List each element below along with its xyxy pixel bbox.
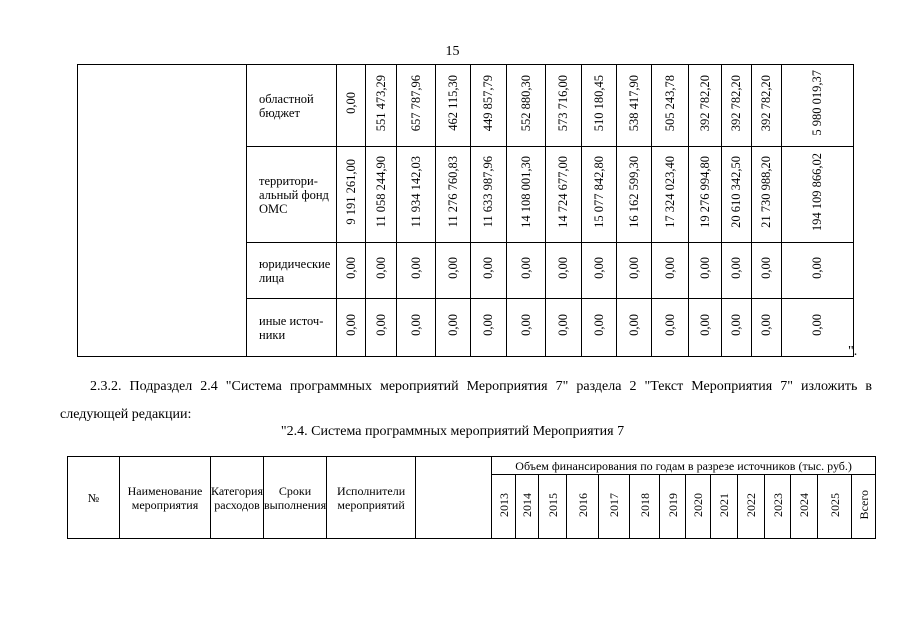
year-header	[686, 475, 711, 539]
table-row	[78, 65, 854, 147]
value-cell	[782, 147, 854, 243]
value-text: 0,00	[408, 257, 423, 279]
year-label: 2025	[827, 493, 842, 517]
value-text: 538 417,90	[626, 74, 641, 132]
year-header	[791, 475, 818, 539]
value-cell	[397, 65, 436, 147]
value-text: 0,00	[591, 314, 606, 336]
value-text: 510 180,45	[591, 74, 606, 132]
value-cell	[617, 65, 652, 147]
value-cell	[582, 147, 617, 243]
year-header	[738, 475, 765, 539]
value-text: 17 324 023,40	[662, 156, 677, 228]
year-label: 2014	[520, 493, 535, 517]
value-cell	[722, 65, 752, 147]
header-name: Наименование мероприятия	[120, 457, 211, 539]
value-text: 0,00	[591, 257, 606, 279]
year-header	[711, 475, 738, 539]
year-label: 2023	[770, 493, 785, 517]
value-text: 0,00	[697, 314, 712, 336]
value-cell	[722, 243, 752, 299]
value-cell	[752, 299, 782, 357]
value-cell	[397, 243, 436, 299]
year-label: 2022	[744, 493, 759, 517]
value-cell	[507, 243, 546, 299]
value-text: 462 115,30	[445, 75, 460, 131]
value-cell	[689, 147, 722, 243]
header-num: №	[68, 457, 120, 539]
funding-source-label: иные источ-ники	[247, 299, 337, 357]
value-text: 0,00	[556, 314, 571, 336]
value-cell	[652, 243, 689, 299]
value-text: 0,00	[662, 257, 677, 279]
value-cell	[366, 243, 397, 299]
value-text: 0,00	[445, 257, 460, 279]
value-text: 0,00	[556, 257, 571, 279]
page-number: 15	[445, 44, 460, 59]
year-header	[492, 475, 516, 539]
value-text: 0,00	[343, 257, 358, 279]
value-text: 14 724 677,00	[556, 156, 571, 228]
year-header	[599, 475, 630, 539]
value-text: 21 730 988,20	[759, 156, 774, 228]
funding-source-label: юридические лица	[247, 243, 337, 299]
value-text: 551 473,29	[373, 74, 388, 132]
value-cell	[652, 65, 689, 147]
year-label: 2013	[496, 493, 511, 517]
value-text: 0,00	[518, 314, 533, 336]
budget-sources-table	[77, 64, 854, 357]
value-cell	[507, 65, 546, 147]
value-cell	[752, 147, 782, 243]
value-text: 16 162 599,30	[626, 156, 641, 228]
value-cell	[507, 299, 546, 357]
year-header	[630, 475, 660, 539]
value-cell	[782, 299, 854, 357]
value-cell	[471, 147, 507, 243]
value-cell	[337, 147, 366, 243]
value-cell	[722, 147, 752, 243]
value-cell	[337, 299, 366, 357]
value-cell	[652, 299, 689, 357]
blank-cell	[78, 65, 247, 357]
closing-quote: ".	[848, 344, 858, 359]
value-cell	[436, 299, 471, 357]
value-text: 11 058 244,90	[373, 156, 388, 228]
value-cell	[652, 147, 689, 243]
section-heading: "2.4. Система программных мероприятий Мероприятия 7	[280, 424, 625, 439]
value-cell	[546, 243, 582, 299]
value-text: 14 108 001,30	[518, 156, 533, 228]
year-header	[539, 475, 567, 539]
value-text: 11 276 760,83	[445, 156, 460, 228]
year-label: 2017	[607, 493, 622, 517]
header-executors: Исполнители мероприятий	[327, 457, 416, 539]
year-header	[567, 475, 599, 539]
funding-source-label: областной бюджет	[247, 65, 337, 147]
value-text: 15 077 842,80	[591, 156, 606, 228]
value-text: 0,00	[343, 92, 358, 114]
value-cell	[436, 147, 471, 243]
header-funding: Объем финансирования по годам в разрезе источников (тыс. руб.)	[492, 457, 876, 475]
value-text: 0,00	[697, 257, 712, 279]
value-text: 392 782,20	[759, 74, 774, 132]
value-text: 0,00	[626, 314, 641, 336]
program-measures-table	[67, 456, 876, 539]
value-text: 657 787,96	[408, 74, 423, 132]
value-text: 0,00	[343, 314, 358, 336]
value-cell	[582, 65, 617, 147]
value-cell	[471, 65, 507, 147]
value-text: 0,00	[481, 257, 496, 279]
value-cell	[689, 65, 722, 147]
value-cell	[617, 243, 652, 299]
value-text: 0,00	[810, 314, 825, 336]
funding-source-label: территори-альный фонд ОМС	[247, 147, 337, 243]
value-text: 0,00	[729, 314, 744, 336]
value-text: 0,00	[518, 257, 533, 279]
value-cell	[337, 65, 366, 147]
value-cell	[722, 299, 752, 357]
value-cell	[689, 243, 722, 299]
value-text: 19 276 994,80	[697, 156, 712, 228]
year-label: 2015	[545, 493, 560, 517]
year-label: 2019	[665, 493, 680, 517]
value-cell	[366, 147, 397, 243]
value-text: 0,00	[759, 314, 774, 336]
value-cell	[366, 65, 397, 147]
value-cell	[582, 243, 617, 299]
year-header	[516, 475, 539, 539]
value-text: 392 782,20	[697, 74, 712, 132]
value-cell	[397, 299, 436, 357]
value-text: 0,00	[481, 314, 496, 336]
value-text: 11 633 987,96	[481, 156, 496, 228]
value-cell	[617, 147, 652, 243]
year-header	[765, 475, 791, 539]
value-text: 552 880,30	[518, 74, 533, 132]
value-cell	[782, 243, 854, 299]
value-cell	[546, 299, 582, 357]
value-text: 9 191 261,00	[343, 159, 358, 225]
year-label: 2018	[637, 493, 652, 517]
value-text: 0,00	[662, 314, 677, 336]
value-cell	[337, 243, 366, 299]
value-cell	[782, 65, 854, 147]
header-category: Категория расходов	[211, 457, 264, 539]
value-text: 0,00	[626, 257, 641, 279]
value-text: 449 857,79	[481, 74, 496, 132]
value-cell	[752, 65, 782, 147]
value-text: 505 243,78	[662, 74, 677, 132]
year-label: 2020	[691, 493, 706, 517]
value-cell	[546, 65, 582, 147]
value-cell	[397, 147, 436, 243]
value-cell	[582, 299, 617, 357]
value-text: 0,00	[373, 314, 388, 336]
amendment-paragraph: 2.3.2. Подраздел 2.4 "Система программных мероприятий Мероприятия 7" раздела 2 "Текст Мероприятия 7" изложить в следующей редакции:	[60, 379, 872, 422]
value-text: 0,00	[810, 257, 825, 279]
value-text: 392 782,20	[729, 74, 744, 132]
year-label: 2021	[717, 493, 732, 517]
value-cell	[436, 65, 471, 147]
value-cell	[366, 299, 397, 357]
value-text: 573 716,00	[556, 74, 571, 132]
year-label: 2016	[575, 493, 590, 517]
value-text: 0,00	[373, 257, 388, 279]
value-text: 0,00	[445, 314, 460, 336]
header-blank	[416, 457, 492, 539]
year-header	[660, 475, 686, 539]
value-text: 20 610 342,50	[729, 156, 744, 228]
value-text: 11 934 142,03	[408, 156, 423, 228]
value-text: 0,00	[408, 314, 423, 336]
value-cell	[546, 147, 582, 243]
year-label: Всего	[856, 490, 871, 520]
value-cell	[436, 243, 471, 299]
value-cell	[471, 299, 507, 357]
year-header	[818, 475, 852, 539]
value-cell	[689, 299, 722, 357]
year-header	[852, 475, 876, 539]
value-cell	[752, 243, 782, 299]
value-text: 0,00	[759, 257, 774, 279]
value-text: 0,00	[729, 257, 744, 279]
value-cell	[471, 243, 507, 299]
value-cell	[617, 299, 652, 357]
value-cell	[507, 147, 546, 243]
value-text: 5 980 019,37	[810, 70, 825, 136]
header-terms: Сроки выполнения	[264, 457, 327, 539]
value-text: 194 109 866,02	[810, 152, 825, 232]
year-label: 2024	[797, 493, 812, 517]
